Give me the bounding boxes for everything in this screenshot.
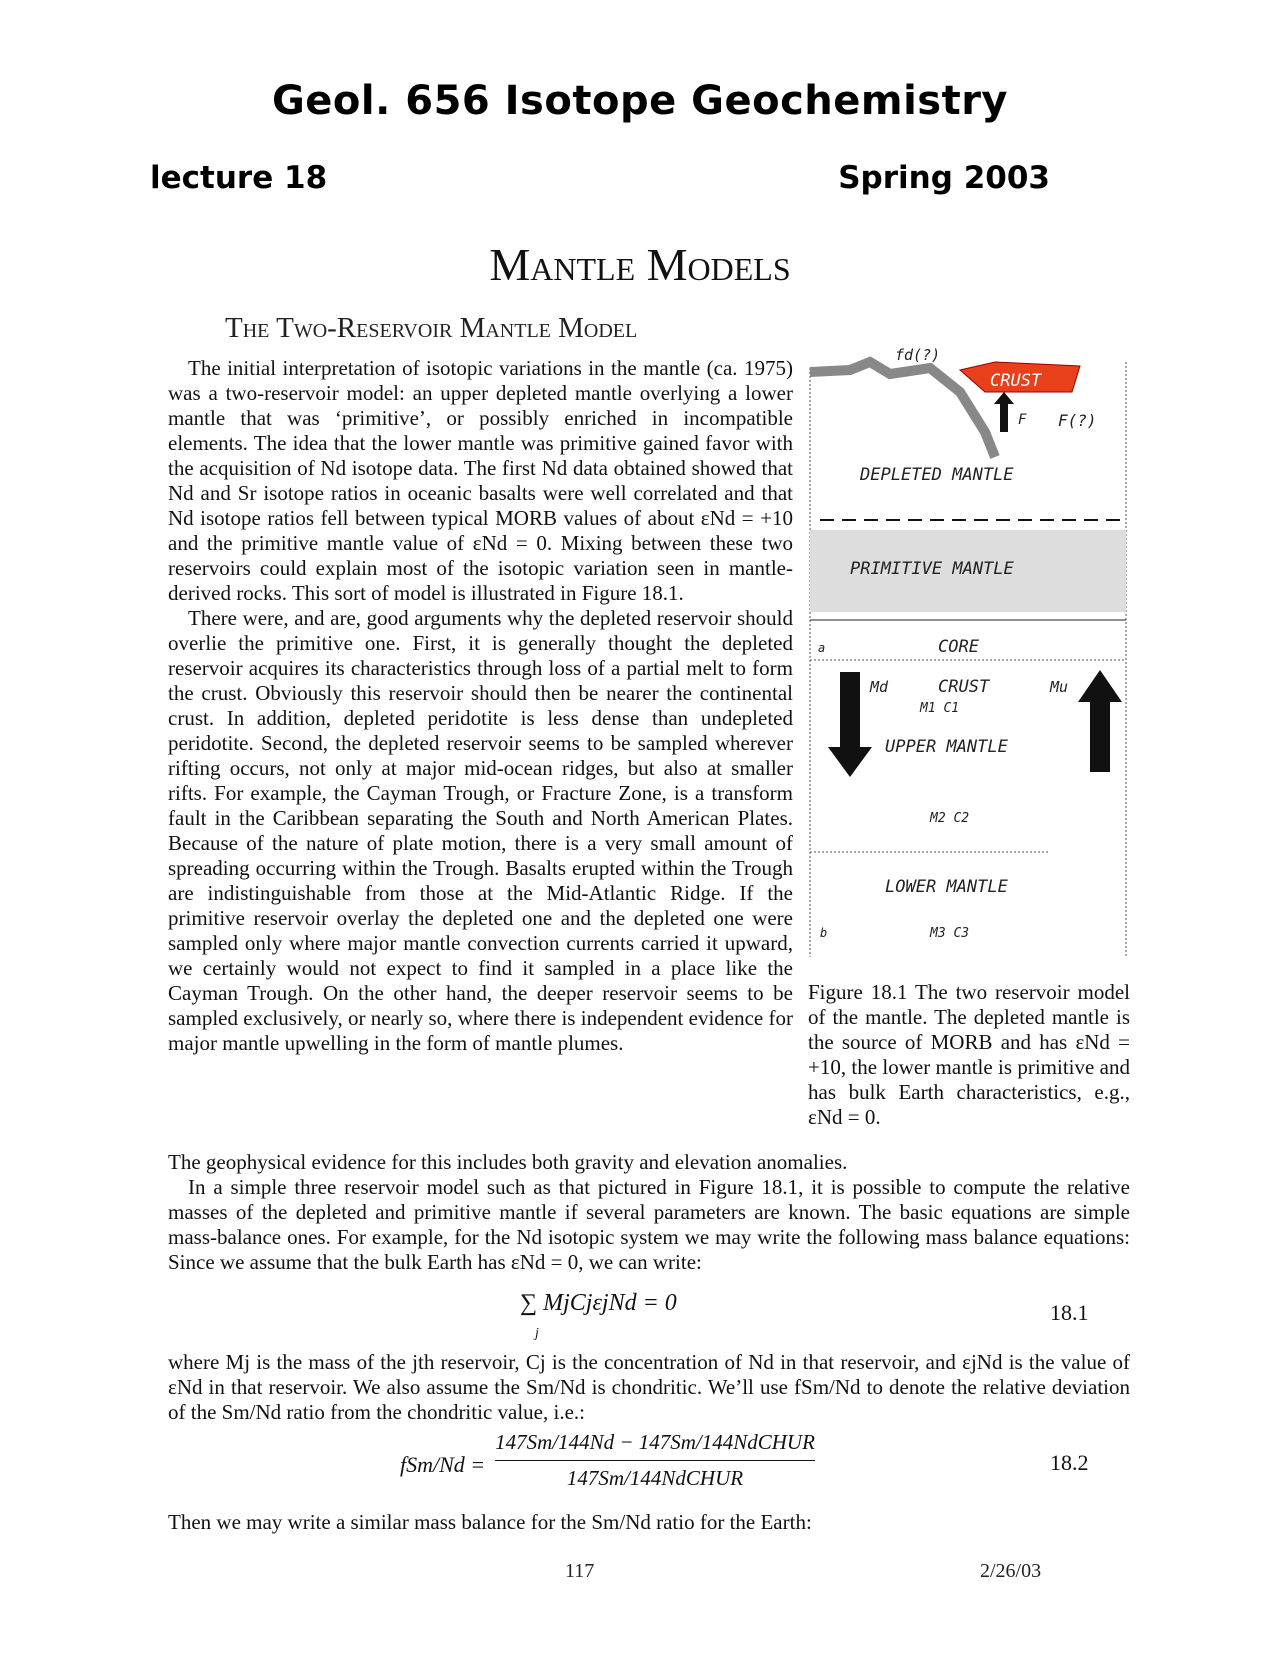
figure-label-f2: F(?) [1058, 411, 1097, 430]
equation-18-1: ∑ MjCjεjNd = 0 [520, 1290, 677, 1316]
course-title: Geol. 656 Isotope Geochemistry [271, 78, 1009, 124]
term: Spring 2003 [838, 160, 1050, 196]
figure-label-core: CORE [938, 637, 979, 657]
figure-label-crust-top: CRUST [990, 371, 1042, 391]
paragraph-4-wrap [168, 1350, 1130, 1425]
figure-label-md: Md [870, 678, 889, 696]
figure-label-depleted: DEPLETED MANTLE [860, 465, 1014, 485]
figure-label-b: b [820, 926, 828, 940]
section-title: The Two-Reservoir Mantle Model [225, 312, 638, 344]
equation-18-1-sub: j [535, 1326, 539, 1341]
page-date: 2/26/03 [980, 1560, 1042, 1582]
figure-label-crust2: CRUST [938, 677, 990, 697]
equation-18-2-lhs: fSm/Nd = [400, 1452, 486, 1477]
figure-label-f: F [1018, 412, 1027, 428]
figure-caption: Figure 18.1 The two reservoir model of the mantle. The depleted mantle is the source of MORB and has εNd = +10, the lower mantle is primitive and has bulk Earth characteristics, e.g., εNd = 0. [808, 980, 1130, 1129]
figure-label-primitive: PRIMITIVE MANTLE [850, 559, 1014, 579]
paragraph-5-wrap [168, 1510, 1130, 1535]
page-number: 117 [565, 1560, 595, 1582]
equation-18-2-numerator: 147Sm/144Nd − 147Sm/144NdCHUR [495, 1430, 815, 1454]
page-title: Mantle Models [489, 239, 791, 290]
figure-label-mu: Mu [1050, 678, 1069, 696]
paragraph-4: where Mj is the mass of the jth reservoir, Cj is the concentration of Nd in that reservoir, and εjNd is the value of εNd in that reservoir. We also assume the Sm/Nd is chondritic. We’ll use fSm/Nd to denote the relative deviation of the Sm/Nd ratio from the chondritic value, i.e.: [168, 1350, 1130, 1424]
fraction-bar [495, 1460, 815, 1461]
equation-18-1-number: 18.1 [1050, 1300, 1089, 1325]
figure-label-m1c1: M1 C1 [920, 701, 960, 716]
mantle-diagram [810, 346, 1128, 962]
paragraph-2: There were, and are, good arguments why the depleted reservoir should overlie the primitive one. First, it is generally thought the depleted reservoir acquires its characteristics through loss of a partial melt to form the crust. Obviously this reservoir should then be nearer the continental crust. In addition, depleted peridotite is less dense than undepleted peridotite. Second, the depleted reservoir seems to be sampled wherever rifting occurs, not only at major mid-ocean ridges, but also at smaller rifts. For example, the Cayman Trough, or Fracture Zone, is a transform fault in the Caribbean separating the South and North American Plates. Because of the nature of plate motion, there is a very small amount of spreading occurring within the Trough. Basalts erupted within the Trough are indistinguishable from those at the Mid-Atlantic Ridge. If the primitive reservoir overlay the depleted one and the depleted one were sampled only where major mantle convection currents carried it upward, we certainly would not expect to find it sampled in a place like the Cayman Trough. On the other hand, the deeper reservoir seems to be sampled exclusively, or nearly so, where there is independent evidence for major mantle upwelling in the form of mantle plumes. [168, 606, 793, 1055]
equation-18-2-denominator: 147Sm/144NdCHUR [566, 1466, 744, 1490]
tail-text [168, 1150, 1130, 1275]
figure-label-m2c2: M2 C2 [930, 811, 970, 826]
paragraph-5: Then we may write a similar mass balance for the Sm/Nd ratio for the Earth: [168, 1510, 812, 1534]
paragraph-1: The initial interpretation of isotopic variations in the mantle (ca. 1975) was a two-reservoir model: an upper depleted mantle overlying a lower mantle that was ‘primitive’, or possibly enriched in incompatible elements. The idea that the lower mantle was primitive gained favor with the acquisition of Nd isotope data. The first Nd data obtained showed that Nd and Sr isotope ratios in oceanic basalts were well correlated and that Nd isotope ratios fell between typical MORB values of about εNd = +10 and the primitive mantle value of εNd = 0. Mixing between these two reservoirs could explain most of the isotopic variation seen in mantle-derived rocks. This sort of model is illustrated in Figure 18.1. [168, 356, 793, 605]
equation-18-2-number: 18.2 [1050, 1450, 1089, 1475]
figure-label-m3c3: M3 C3 [930, 926, 970, 941]
figure-18-1 [810, 346, 1128, 962]
paragraph-2-tail: The geophysical evidence for this includes both gravity and elevation anomalies. [168, 1150, 848, 1174]
equation-18-2 [400, 1430, 820, 1510]
text-column [168, 356, 793, 1056]
lecture-number: lecture 18 [150, 160, 328, 196]
figure-label-lower: LOWER MANTLE [885, 877, 1008, 897]
figure-label-fd: fd(?) [895, 346, 941, 364]
paragraph-3: In a simple three reservoir model such as that pictured in Figure 18.1, it is possible to compute the relative masses of the depleted and primitive mantle if several parameters are known. The basic equations are simple mass-balance ones. For example, for the Nd isotopic system we may write the following mass balance equations: Since we assume that the bulk Earth has εNd = 0, we can write: [168, 1175, 1130, 1274]
figure-label-a: a [818, 641, 826, 655]
figure-label-upper: UPPER MANTLE [885, 737, 1008, 757]
